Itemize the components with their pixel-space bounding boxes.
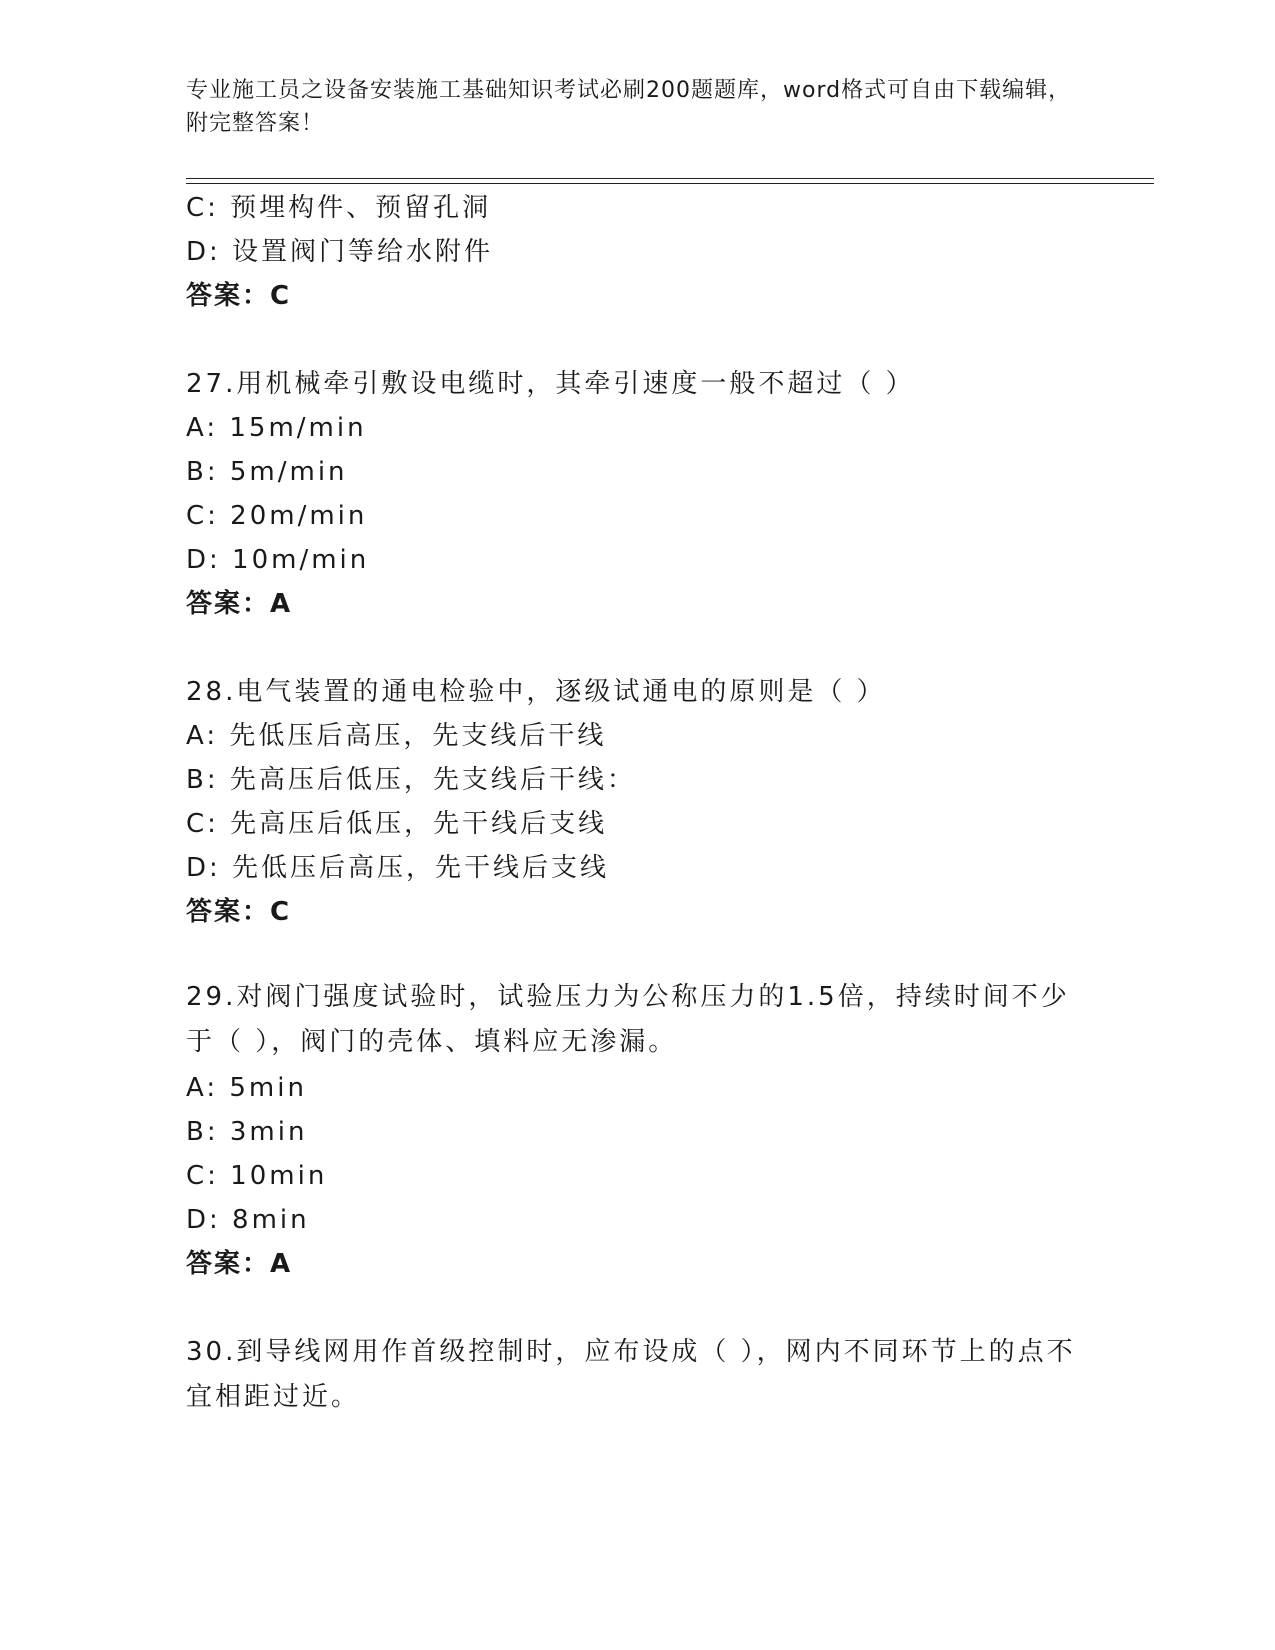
- question-stem: 27.用机械牵引敷设电缆时，其牵引速度一般不超过（ ）: [186, 369, 915, 399]
- answer-label: 答案：C: [186, 897, 292, 927]
- question-stem: 29.对阀门强度试验时，试验压力为公称压力的1.5倍，持续时间不少于（ ），阀门的壳体、填料应无渗漏。: [186, 982, 1070, 1057]
- option-d: D: 设置阀门等给水附件: [186, 237, 494, 267]
- answer-label: 答案：A: [186, 589, 293, 619]
- option-a: A: 15m/min: [186, 413, 367, 443]
- question-stem: 28.电气装置的通电检验中，逐级试通电的原则是（ ）: [186, 677, 886, 707]
- option-d: D: 10m/min: [186, 545, 370, 575]
- option-c: C: 预埋构件、预留孔洞: [186, 193, 492, 223]
- option-a: A: 5min: [186, 1073, 307, 1103]
- option-b: B: 3min: [186, 1117, 308, 1147]
- option-a: A: 先低压后高压，先支线后干线: [186, 721, 607, 751]
- option-d: D: 8min: [186, 1205, 310, 1235]
- option-c: C: 先高压后低压，先干线后支线: [186, 809, 608, 839]
- question-stem: 30.到导线网用作首级控制时，应布设成（ ），网内不同环节上的点不宜相距过近。: [186, 1337, 1076, 1412]
- header-divider-bottom: [186, 183, 1154, 184]
- header-divider-top: [186, 178, 1154, 179]
- option-c: C: 20m/min: [186, 501, 368, 531]
- answer-label: 答案：C: [186, 281, 292, 311]
- answer-label: 答案：A: [186, 1249, 293, 1279]
- option-b: B: 先高压后低压，先支线后干线：: [186, 765, 636, 795]
- option-d: D: 先低压后高压，先干线后支线: [186, 853, 610, 883]
- document-header: 专业施工员之设备安装施工基础知识考试必刷200题题库，word格式可自由下载编辑，附完整答案！: [186, 78, 1072, 136]
- option-b: B: 5m/min: [186, 457, 348, 487]
- option-c: C: 10min: [186, 1161, 328, 1191]
